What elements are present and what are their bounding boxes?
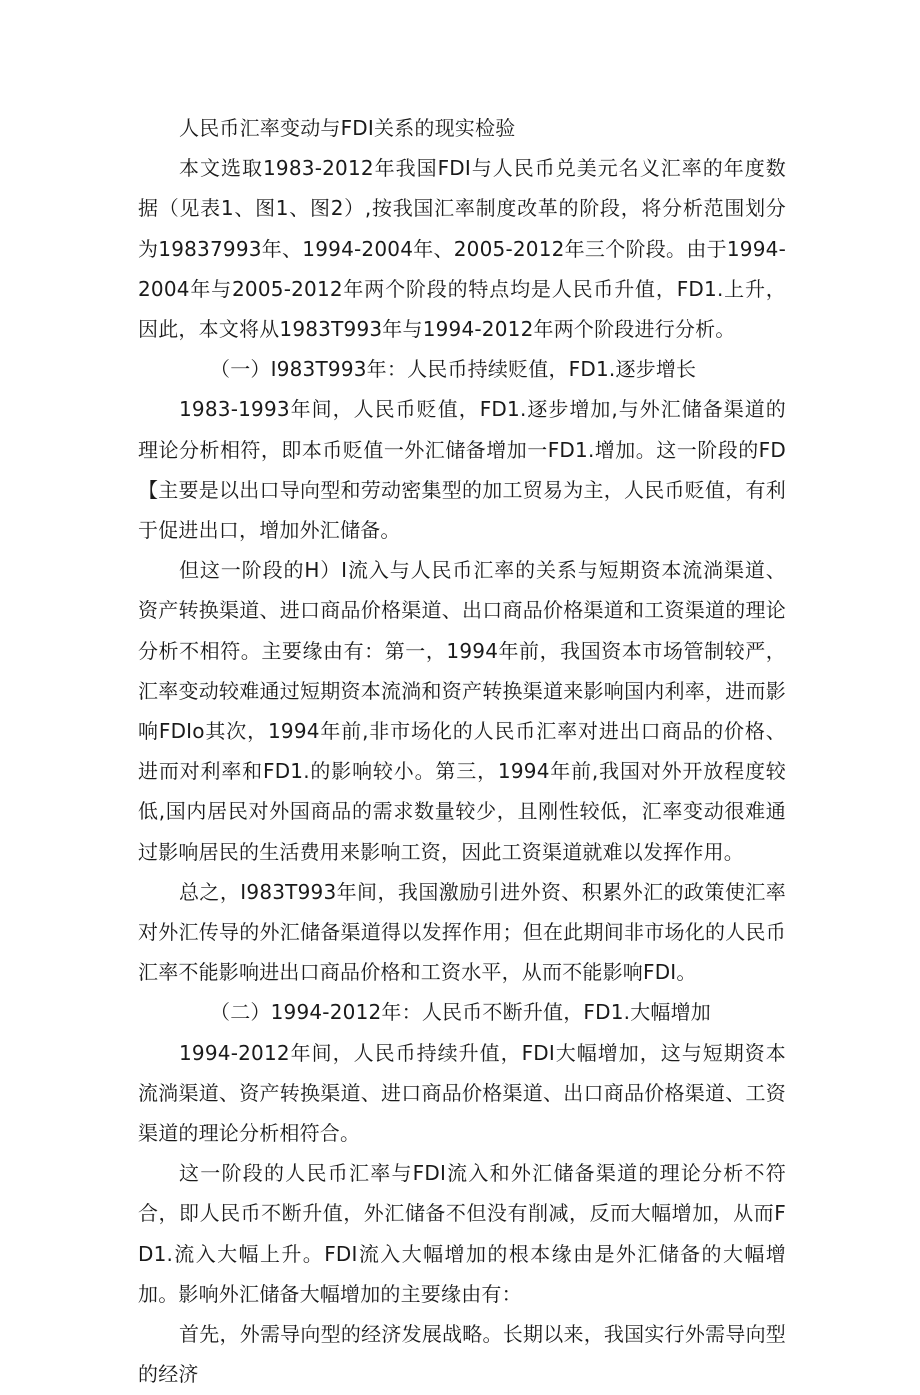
- section2-paragraph: 这一阶段的人民币汇率与FDI流入和外汇储备渠道的理论分析不符合，即人民币不断升值，外汇储备不但没有削减，反而大幅增加，从而FD1.流入大幅上升。FDI流入大幅增加的根本缘由是外汇储备的大幅增加。影响外汇储备大幅增加的主要缘由有：: [138, 1161, 786, 1306]
- section1-paragraph: 总之，I983T993年间，我国激励引进外资、积累外汇的政策使汇率对外汇传导的外汇储备渠道得以发挥作用；但在此期间非市场化的人民币汇率不能影响进出口商品价格和工资水平，从而不能影响FDI。: [138, 879, 786, 985]
- section2-paragraph: 1994-2012年间，人民币持续升值，FDI大幅增加，这与短期资本流淌渠道、资产转换渠道、进口商品价格渠道、出口商品价格渠道、工资渠道的理论分析相符合。: [138, 1040, 786, 1146]
- section2-paragraph: 首先，外需导向型的经济发展战略。长期以来，我国实行外需导向型的经济: [138, 1322, 786, 1387]
- document-title: 人民币汇率变动与FDI关系的现实检验: [179, 116, 516, 140]
- document-body: [138, 108, 786, 1395]
- section-heading-1: （一）I983T993年：人民币持续贬值，FD1.逐步增长: [210, 357, 697, 382]
- intro-paragraph: 本文选取1983-2012年我国FDI与人民币兑美元名义汇率的年度数据（见表1、图1、图2）,按我国汇率制度改革的阶段，将分析范围划分为19837993年、1994-2004年、2005-2012年三个阶段。由于1994-2004年与2005-2012年两个阶段的特点均是人民币升值，FD1.上升，因此，本文将从1983T993年与1994-2012年两个阶段进行分析。: [138, 156, 786, 342]
- section1-paragraph: 1983-1993年间，人民币贬值，FD1.逐步增加,与外汇储备渠道的理论分析相符，即本币贬值一外汇储备增加一FD1.增加。这一阶段的FD【主要是以出口导向型和劳动密集型的加工贸易为主，人民币贬值，有利于促进出口，增加外汇储备。: [138, 397, 786, 543]
- section-heading-2: （二）1994-2012年：人民币不断升值，FD1.大幅增加: [210, 1000, 711, 1025]
- section1-paragraph: 但这一阶段的H）I流入与人民币汇率的关系与短期资本流淌渠道、资产转换渠道、进口商品价格渠道、出口商品价格渠道和工资渠道的理论分析不相符。主要缘由有：第一，1994年前，我国资本市场管制较严，汇率变动较难通过短期资本流淌和资产转换渠道来影响国内利率，进而影响FDIo其次，1994年前,非市场化的人民币汇率对进出口商品的价格、进而对利率和FD1.的影响较小。第三，1994年前,我国对外开放程度较低,国内居民对外国商品的需求数量较少，且刚性较低，汇率变动很难通过影响居民的生活费用来影响工资，因此工资渠道就难以发挥作用。: [138, 558, 786, 864]
